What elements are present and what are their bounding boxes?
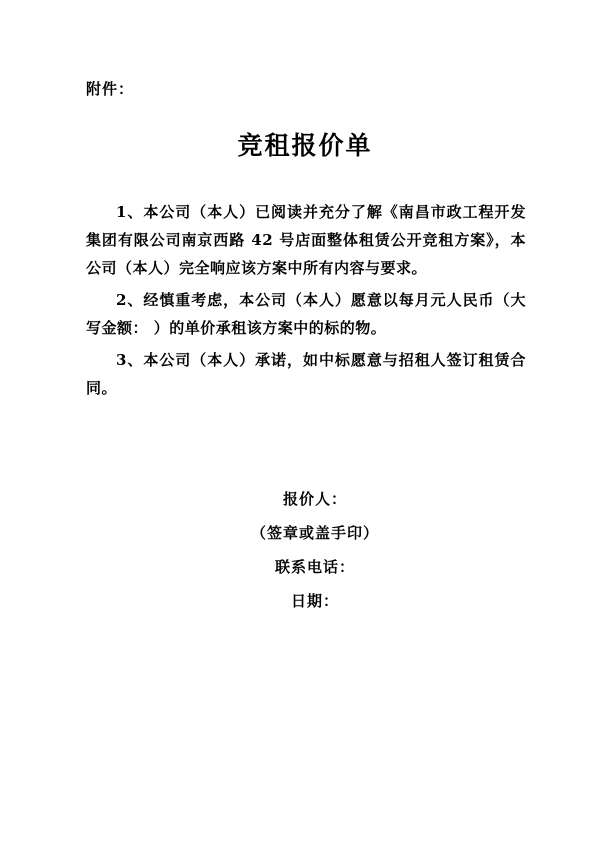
document-body — [86, 198, 526, 406]
paragraph-2 — [86, 286, 526, 342]
date-label: 日期： — [290, 592, 339, 610]
phone-label: 联系电话： — [274, 558, 355, 576]
paragraph-1 — [86, 198, 526, 282]
signature-block — [0, 482, 610, 618]
paragraph-3-text: 3、本公司（本人）承诺，如中标愿意与招租人签订租赁合同。 — [86, 351, 526, 397]
bidder-label: 报价人： — [282, 490, 347, 508]
page-title: 竞租报价单 — [237, 131, 373, 160]
attachment-label: 附件： — [86, 80, 135, 98]
paragraph-2-text: 2、经慎重考虑，本公司（本人）愿意以每月元人民币（大写金额： ）的单价承租该方案中的标的物。 — [86, 291, 526, 337]
paragraph-3 — [86, 346, 526, 402]
paragraph-1-text: 1、本公司（本人）已阅读并充分了解《南昌市政工程开发集团有限公司南京西路 42 号店面整体租赁公开竞租方案》，本公司（本人）完全响应该方案中所有内容与要求。 — [86, 203, 526, 277]
seal-note: （签章或盖手印） — [250, 524, 379, 542]
